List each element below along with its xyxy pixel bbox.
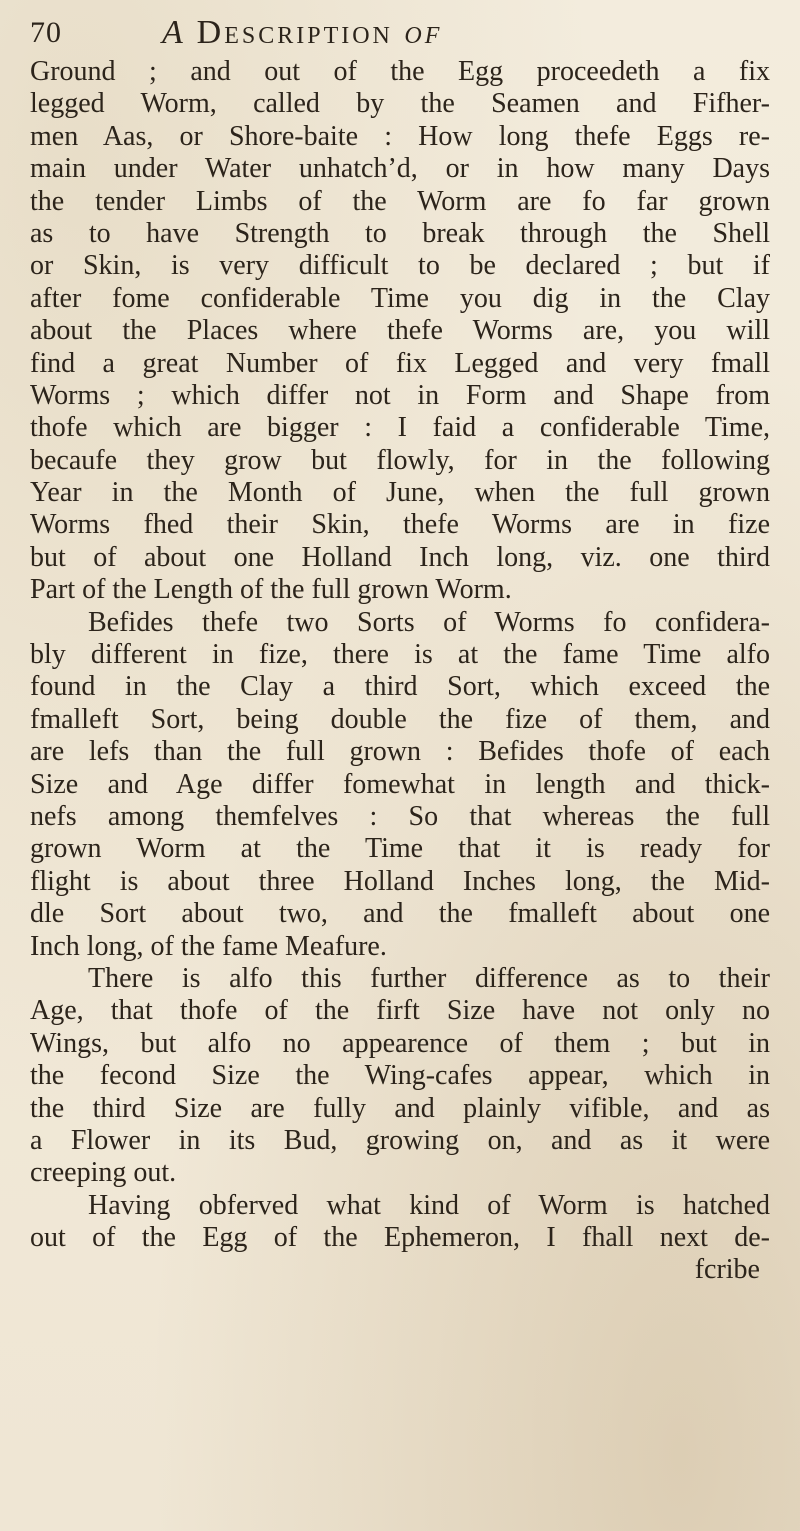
text-line: a Flower in its Bud, growing on, and as it were (30, 1124, 770, 1156)
running-title (162, 14, 442, 52)
text-line: after fome confiderable Time you dig in the Clay (30, 282, 770, 314)
text-line: men Aas, or Shore-baite : How long thefe Eggs re- (30, 120, 770, 152)
text-line: out of the Egg of the Ephemeron, I fhall next de- (30, 1222, 770, 1254)
text-line: fmalleft Sort, being double the fize of them, and (30, 703, 770, 735)
text-line: Befides thefe two Sorts of Worms fo confidera- (88, 606, 770, 638)
catchword: fcribe (694, 1254, 760, 1286)
text-line: bly different in fize, there is at the fame Time alfo (30, 639, 770, 671)
text-line: or Skin, is very difficult to be declared ; but if (30, 250, 770, 282)
text-line: Part of the Length of the full grown Worm. (30, 574, 512, 606)
running-title-article: A (162, 14, 186, 51)
text-line: Year in the Month of June, when the full grown (30, 477, 770, 509)
text-line: Having obferved what kind of Worm is hatched (88, 1189, 770, 1221)
text-line: Size and Age differ fomewhat in length and thick- (30, 768, 770, 800)
text-line: main under Water unhatch’d, or in how many Days (30, 153, 770, 185)
text-line: legged Worm, called by the Seamen and Fifher- (30, 88, 770, 120)
text-line: are lefs than the full grown : Befides thofe of each (30, 736, 770, 768)
text-line: becaufe they grow but flowly, for in the following (30, 444, 770, 476)
text-line: thofe which are bigger : I faid a confiderable Time, (30, 412, 770, 444)
page-header (30, 14, 770, 54)
body-text (30, 56, 770, 1287)
text-line: as to have Strength to break through the Shell (30, 217, 770, 249)
text-line: Age, that thofe of the firft Size have not only no (30, 995, 770, 1027)
text-line: flight is about three Holland Inches long, the Mid- (30, 865, 770, 897)
running-title-word: Description (196, 14, 393, 51)
text-line: find a great Number of fix Legged and very fmall (30, 347, 770, 379)
text-line: There is alfo this further difference as to their (88, 962, 770, 994)
text-line: the fecond Size the Wing-cafes appear, which in (30, 1060, 770, 1092)
text-line: Inch long, of the fame Meafure. (30, 930, 387, 962)
text-line: but of about one Holland Inch long, viz. one third (30, 541, 770, 573)
text-line: about the Places where thefe Worms are, you will (30, 315, 770, 347)
text-line: found in the Clay a third Sort, which exceed the (30, 671, 770, 703)
text-line: Ground ; and out of the Egg proceedeth a fix (30, 56, 770, 87)
text-line: Wings, but alfo no appearence of them ; but in (30, 1027, 770, 1059)
text-line: the third Size are fully and plainly vifible, and as (30, 1092, 770, 1124)
text-line: grown Worm at the Time that it is ready for (30, 833, 770, 865)
page-number: 70 (30, 16, 62, 49)
text-line: creeping out. (30, 1157, 177, 1189)
text-line: Worms ; which differ not in Form and Shape from (30, 379, 770, 411)
text-line: dle Sort about two, and the fmalleft about one (30, 898, 770, 930)
text-line: nefs among themfelves : So that whereas the full (30, 800, 770, 832)
running-title-of: of (404, 14, 443, 51)
text-line: Worms fhed their Skin, thefe Worms are in fize (30, 509, 770, 541)
text-line: the tender Limbs of the Worm are fo far grown (30, 185, 770, 217)
